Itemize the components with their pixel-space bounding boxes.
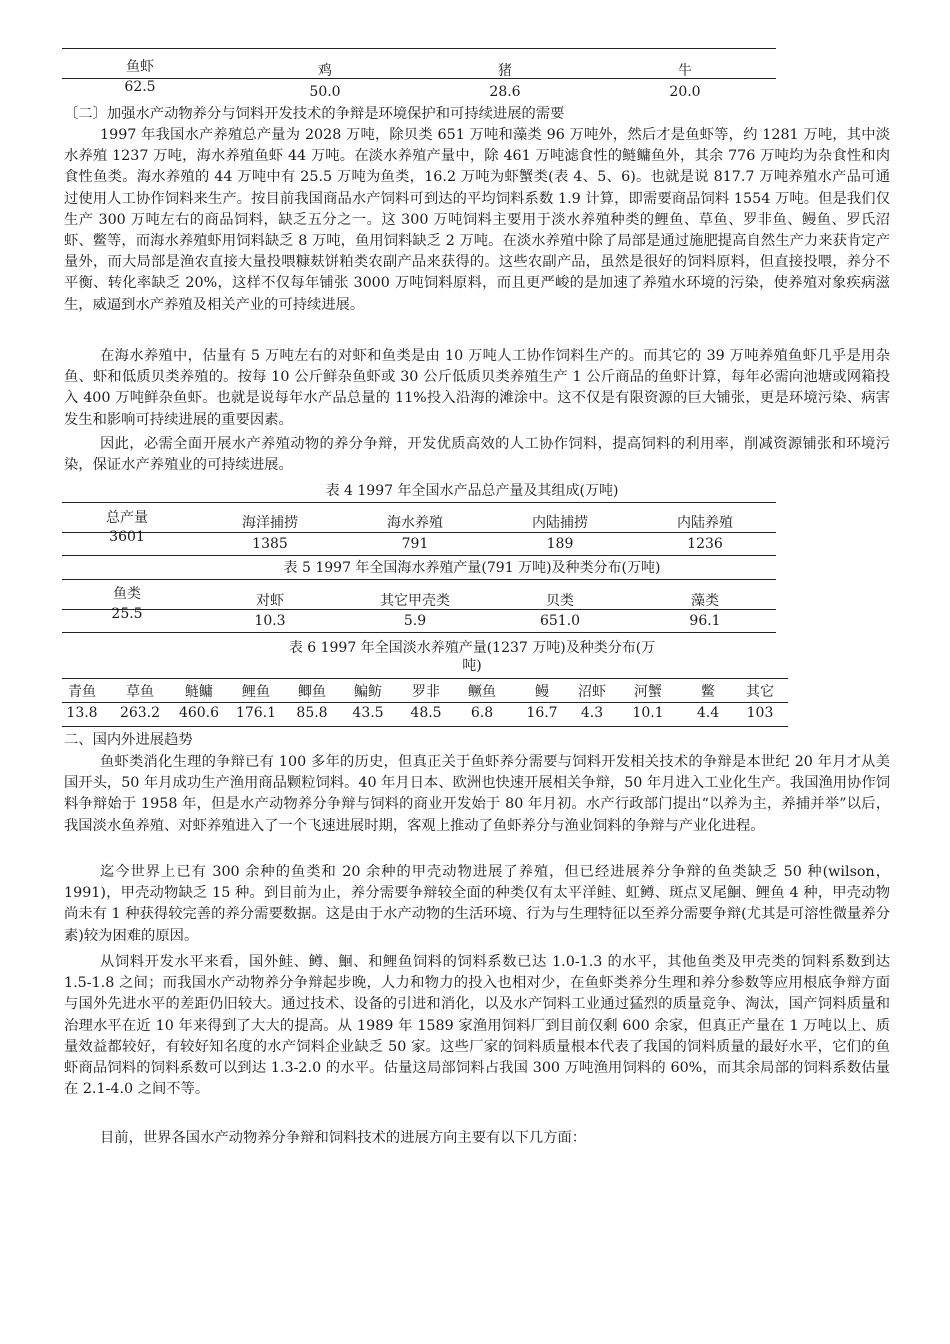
section-2-paragraph-1: 1997 年我国水产养殖总产量为 2028 万吨，除贝类 651 万吨和藻类 96 万吨外，然后才是鱼虾等，约 1281 万吨，其中淡水养殖 1237 万吨，海水养殖鱼虾 44 万吨。在淡水养殖产量中，除 461 万吨滤食性的鲢鳙鱼外，其余 776 万吨均为杂食性和肉食性鱼类。海水养殖的 44 万吨中有 25.5 万吨为鱼类，16.2 万吨为虾蟹类(表 4、5、6)。也就是说 817.7 万吨养殖水产品可通过使用人工协作饲料来生产。按目前我国商品水产饲料可到达的平均饲料系数 1.9 计算，即需要商品饲料 1554 万吨。但是我们仅生产 300 万吨左右的商品饲料，缺乏五分之一。这 300 万吨饲料主要用于淡水养殖种类的鲤鱼、草鱼、罗非鱼、鳗鱼、罗氏沼虾、鳖等，而海水养殖虾用饲料缺乏 8 万吨，鱼用饲料缺乏 2 万吨。在淡水养殖中除了局部是通过施肥提高自然生产力来获肯定产量外，而大局部是渔农直接大量投喂糠麸饼粕类农副产品来获得的。这些农副产品，虽然是很好的饲料原料，但直接投喂，养分不平衡、转化率缺乏 20%，这样不仅每年铺张 3000 万吨饲料原料，而且更严峻的是加速了养殖水环境的污染，使养殖对象疾病滋生，威逼到水产养殖及相关产业的可持续进展。 <box>64 127 890 313</box>
table-5-rule-bottom <box>62 632 776 633</box>
top-table-value-fish-shrimp: 62.5 <box>124 79 156 95</box>
table-6-header: 草鱼 <box>126 684 154 700</box>
table-6-value: 460.6 <box>178 705 220 721</box>
table-6-rule-top <box>62 678 788 679</box>
table-4-rule-top <box>62 502 776 503</box>
table-4-value-inland-culture: 1236 <box>687 536 723 552</box>
table-6-value: 4.3 <box>580 705 604 721</box>
table-6-header: 鳊鲂 <box>354 684 382 700</box>
table-4-header-inland-catch: 内陆捕捞 <box>532 515 588 531</box>
table-5-header-other-crustacean: 其它甲壳类 <box>380 593 450 609</box>
table-6-value: 176.1 <box>235 705 277 721</box>
table-6-value: 10.1 <box>632 705 664 721</box>
table-4-header-total: 总产量 <box>106 510 148 526</box>
trends-paragraph-1: 鱼虾类消化生理的争辩已有 100 多年的历史，但真正关于鱼虾养分需要与饲料开发相关技术的争辩是本世纪 20 年月才从美国开头，50 年月成功生产渔用商品颗粒饲料。40 年月日本、欧洲也快速开展相关争辩，50 年月进入工业化生产。我国渔用协作饲料争辩始于 1958 年，但是水产动物养分争辩与饲料的商业开发始于 80 年月初。水产行政部门提出“以养为主，养捕并举”以后，我国淡水鱼养殖、对虾养殖进入了一个飞速进展时期，客观上推动了鱼虾养分与渔业饲料的争辩与产业化进程。 <box>64 754 890 834</box>
table-5-value-other-crustacean: 5.9 <box>403 613 427 629</box>
table-5-value-fish: 25.5 <box>111 606 143 622</box>
top-table-rule-top <box>62 48 776 49</box>
table-6-value: 4.4 <box>696 705 720 721</box>
table-6-header-row <box>62 681 788 701</box>
trends-heading: 二、国内外进展趋势 <box>64 732 193 748</box>
table-4-value-total: 3601 <box>109 529 145 545</box>
top-table-header-cattle: 牛 <box>678 63 692 79</box>
table-6-value: 263.2 <box>119 705 161 721</box>
table-6-header: 鲢鳙 <box>185 684 213 700</box>
table-6-header: 鲤鱼 <box>242 684 270 700</box>
table-6-header: 河蟹 <box>634 684 662 700</box>
trends-paragraph-2: 迄今世界上已有 300 余种的鱼类和 20 余种的甲壳动物进展了养殖，但已经进展养分争辩的鱼类缺乏 50 种(wilson，1991)，甲壳动物缺乏 15 种。到目前为止，养分需要争辩较全面的种类仅有太平洋鲑、虹鳟、斑点叉尾鮰、鲤鱼 4 种，甲壳动物尚未有 1 种获得较完善的养分需要数据。这是由于水产动物的生活环境、行为与生理特征以至养分需要争辩(尤其是可溶性微量养分素)较为困难的原因。 <box>64 864 890 944</box>
table-6-value: 85.8 <box>296 705 328 721</box>
table-6-rule-bottom <box>62 726 788 727</box>
top-table-header-fish-shrimp: 鱼虾 <box>126 59 154 75</box>
table-6-header: 鳗 <box>535 684 549 700</box>
table-4-value-inland-catch: 189 <box>546 536 574 552</box>
table-4-caption: 表 4 1997 年全国水产品总产量及其组成(万吨) <box>325 483 619 499</box>
table-5-value-shellfish: 651.0 <box>539 613 581 629</box>
table-6-header: 沼虾 <box>578 684 606 700</box>
section-2-paragraph-3: 因此，必需全面开展水产养殖动物的养分争辩，开发优质高效的人工协作饲料，提高饲料的利用率，削减资源铺张和环境污染，保证水产养殖业的可持续进展。 <box>64 436 890 474</box>
table-4-rule-bottom <box>62 555 776 556</box>
table-6-value: 48.5 <box>410 705 442 721</box>
table-5-value-prawn: 10.3 <box>254 613 286 629</box>
table-5-caption: 表 5 1997 年全国海水养殖产量(791 万吨)及种类分布(万吨) <box>283 560 661 576</box>
table-5-header-prawn: 对虾 <box>256 593 284 609</box>
table-6-header: 其它 <box>746 684 774 700</box>
table-6-header: 罗非 <box>412 684 440 700</box>
table-6-header: 鲫鱼 <box>298 684 326 700</box>
table-6-rule-mid <box>62 702 788 703</box>
table-6-caption-line-1: 表 6 1997 年全国淡水养殖产量(1237 万吨)及种类分布(万 <box>288 640 656 656</box>
table-4-value-marine-catch: 1385 <box>252 536 288 552</box>
table-6-caption-line-2: 吨) <box>462 658 482 674</box>
top-table-value-pig: 28.6 <box>489 84 521 100</box>
table-5-value-algae: 96.1 <box>689 613 721 629</box>
trends-paragraph-3: 从饲料开发水平来看，国外鲑、鳟、鮰、和鲤鱼饲料的饲料系数已达 1.0-1.3 的水平，其他鱼类及甲壳类的饲料系数到达 1.5-1.8 之间；而我国水产动物养分争辩起步晚，人力和物力的投入也相对少，在鱼虾类养分生理和养分参数等应用根底争辩方面与国外先进水平的差距仍旧较大。通过技术、设备的引进和消化，以及水产饲料工业通过猛烈的质量竞争、淘汰，国产饲料质量和治理水平在近 10 年来得到了大大的提高。从 1989 年 1589 家渔用饲料厂到目前仅剩 600 余家，但真正产量在 1 万吨以上、质量效益都较好，有较好知名度的水产饲料企业缺乏 50 家。这些厂家的饲料质量根本代表了我国的饲料质量的最好水平，它们的鱼虾商品饲料的饲料系数可以到达 1.3-2.0 的水平。估量这局部饲料占我国 300 万吨渔用饲料的 60%，而其余局部的饲料系数估量在 2.1-4.0 之间不等。 <box>64 954 890 1098</box>
table-6-value: 43.5 <box>352 705 384 721</box>
top-table-value-cattle: 20.0 <box>669 84 701 100</box>
table-6-header: 鳜鱼 <box>468 684 496 700</box>
table-4-header-inland-culture: 内陆养殖 <box>677 515 733 531</box>
table-5-rule-top <box>62 579 776 580</box>
table-6-header: 青鱼 <box>68 684 96 700</box>
table-4-value-marine-culture: 791 <box>401 536 429 552</box>
top-table-header-chicken: 鸡 <box>318 63 332 79</box>
table-4-header-marine-catch: 海洋捕捞 <box>242 515 298 531</box>
table-6-value: 13.8 <box>66 705 98 721</box>
table-4-header-marine-culture: 海水养殖 <box>387 515 443 531</box>
top-table-value-chicken: 50.0 <box>309 84 341 100</box>
section-2-heading: 〔二〕加强水产动物养分与饲料开发技术的争辩是环境保护和可持续进展的需要 <box>64 106 565 122</box>
table-6-value: 16.7 <box>526 705 558 721</box>
top-table-header-pig: 猪 <box>498 63 512 79</box>
table-5-header-fish: 鱼类 <box>113 586 141 602</box>
trends-paragraph-4: 目前，世界各国水产动物养分争辩和饲料技术的进展方向主要有以下几方面： <box>100 1130 587 1146</box>
table-6-value: 6.8 <box>470 705 494 721</box>
table-5-header-shellfish: 贝类 <box>546 593 574 609</box>
table-6-header: 鳖 <box>701 684 715 700</box>
section-2-paragraph-2: 在海水养殖中，估量有 5 万吨左右的对虾和鱼类是由 10 万吨人工协作饲料生产的。而其它的 39 万吨养殖鱼虾几乎是用杂鱼、虾和低质贝类养殖的。按每 10 公斤鲜杂鱼虾或 30 公斤低质贝类养殖生产 1 公斤商品的鱼虾计算，每年必需向池塘或网箱投入 400 万吨鲜杂鱼虾。也就是说每年水产品总量的 11%投入沿海的滩涂中。这不仅是有限资源的巨大铺张，更是环境污染、病害发生和影响可持续进展的重要因素。 <box>64 348 890 428</box>
table-5-header-algae: 藻类 <box>691 593 719 609</box>
table-6-value-row <box>62 705 788 725</box>
table-6-value: 103 <box>746 705 774 721</box>
